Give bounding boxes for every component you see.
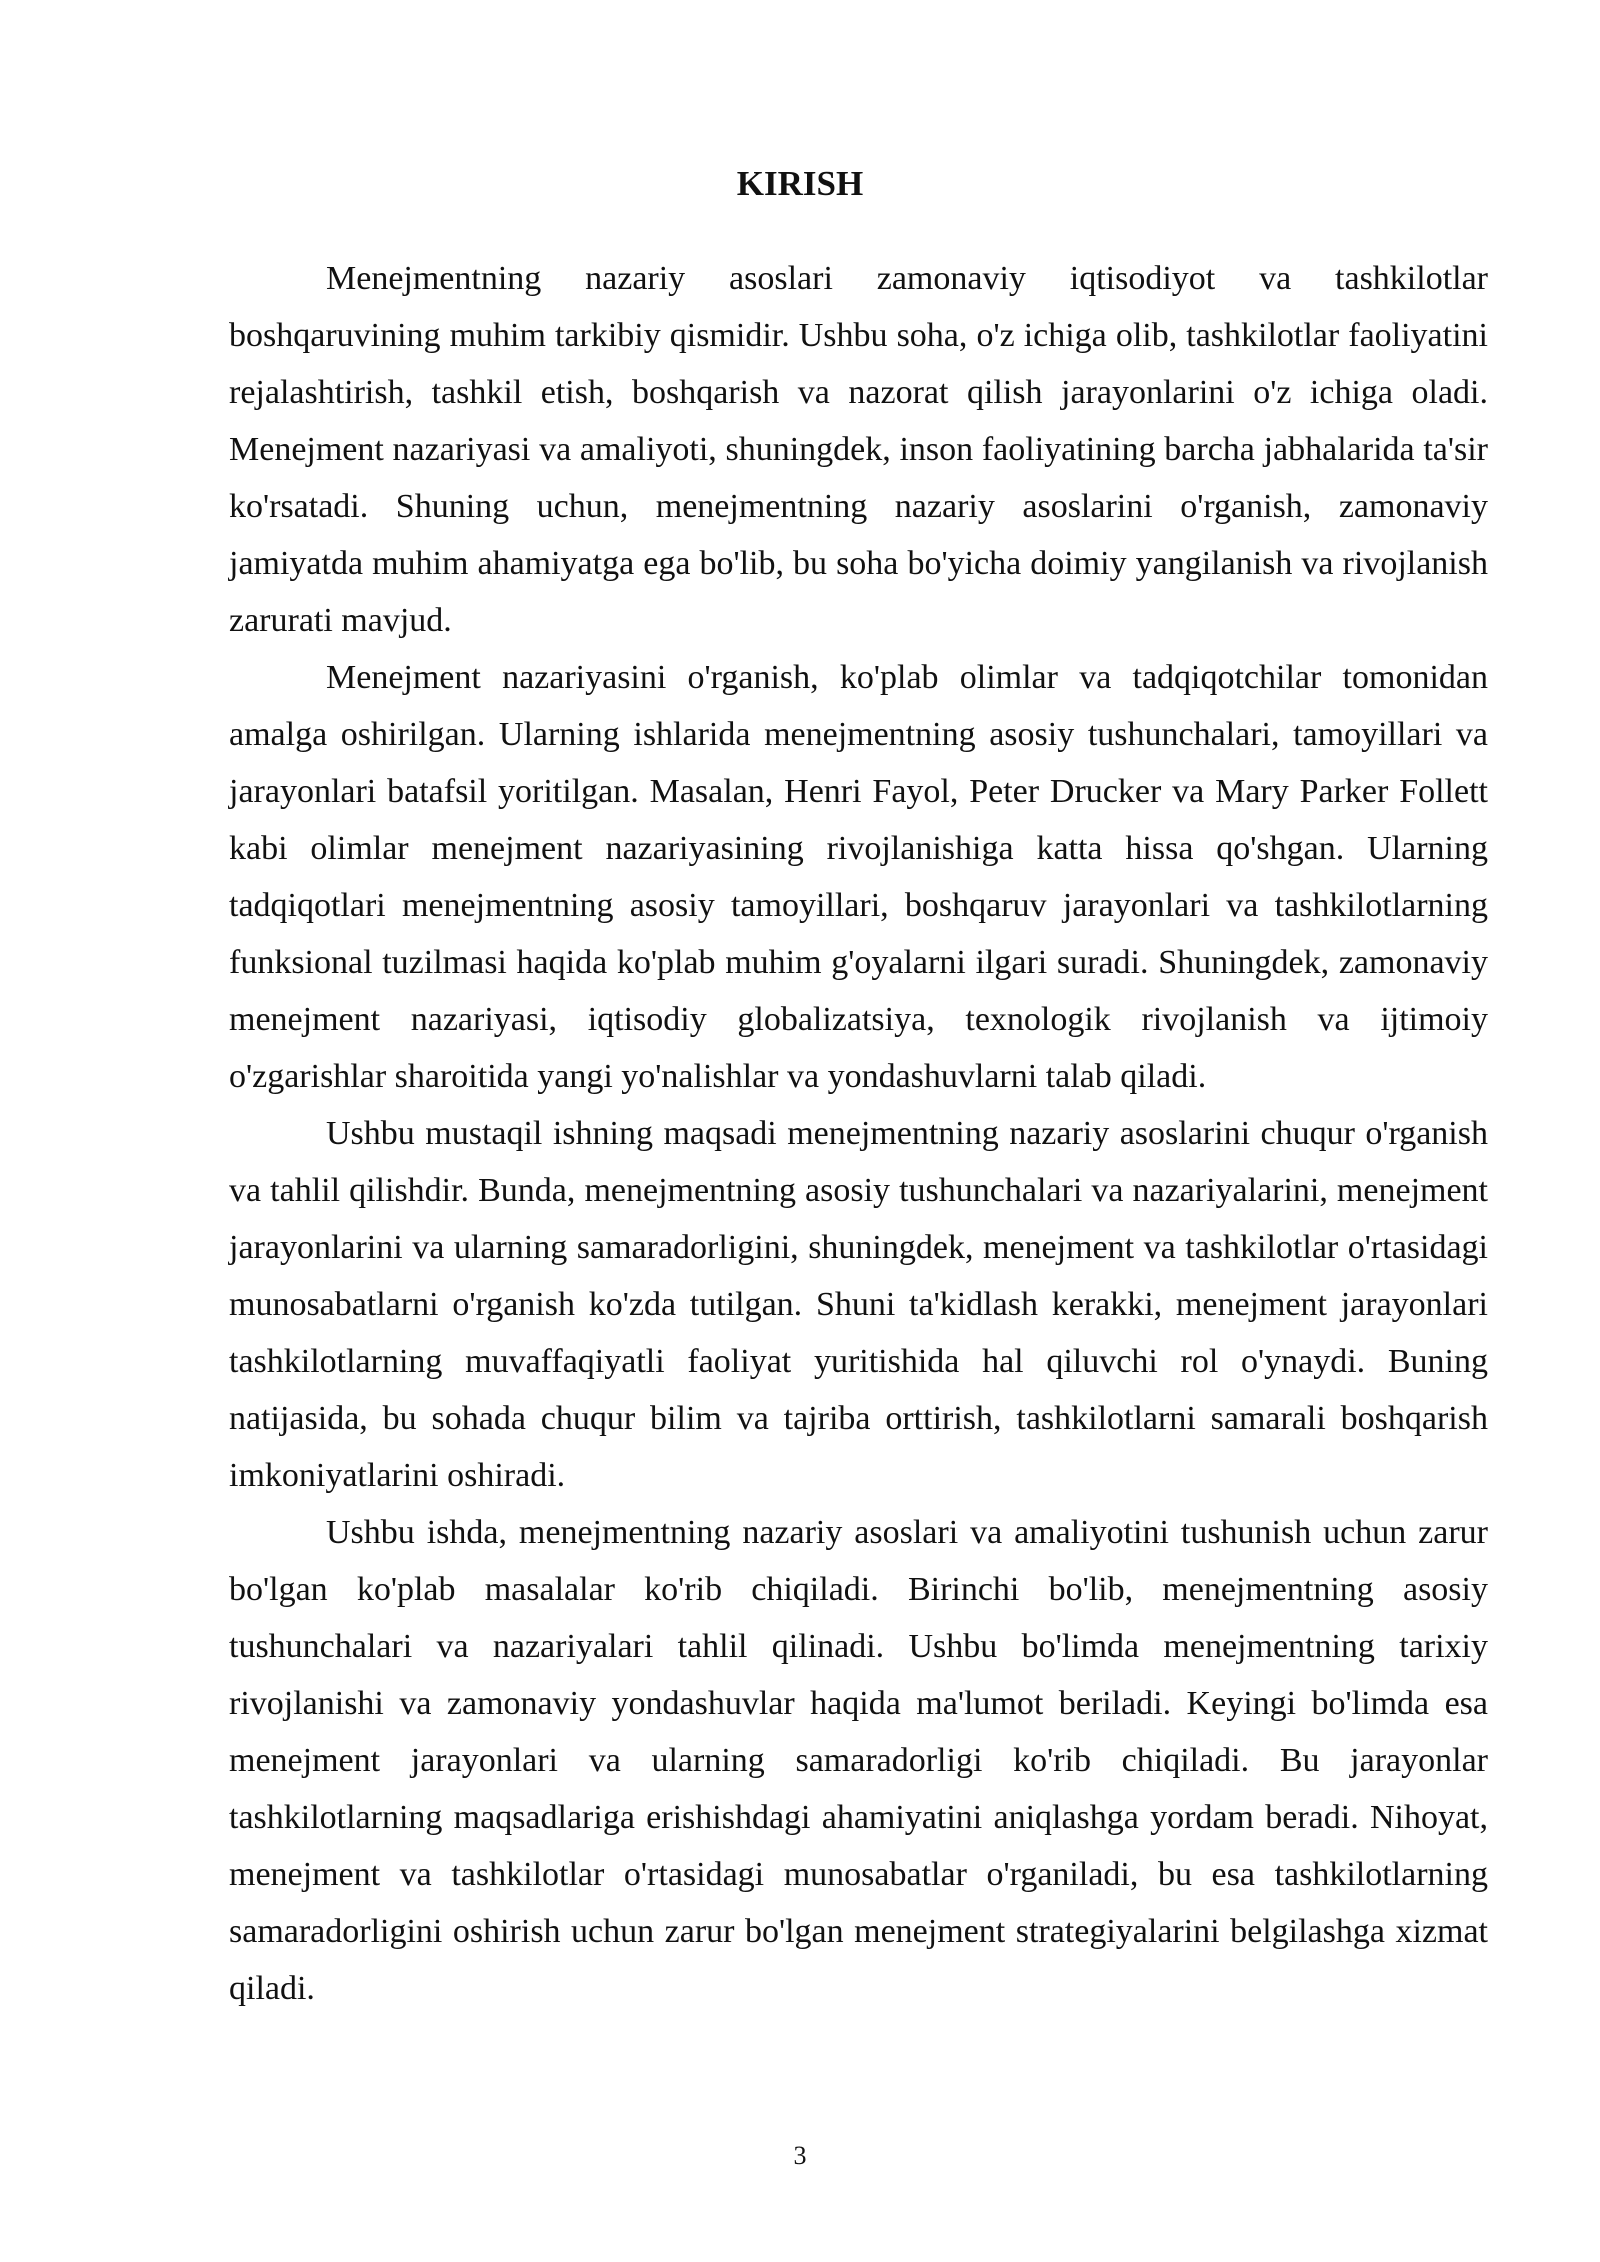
paragraph-4: Ushbu ishda, menejmentning nazariy asoslari va amaliyotini tushunish uchun zarur bo'lgan ko'plab masalalar ko'rib chiqiladi. Birinchi bo'lib, menejmentning asosiy tushunchalari va nazariyalari tahlil qilinadi. Ushbu bo'limda menejmentning tarixiy rivojlanishi va zamonaviy yondashuvlar haqida ma'lumot beriladi. Keyingi bo'limda esa menejment jarayonlari va ularning samaradorligi ko'rib chiqiladi. Bu jarayonlar tashkilotlarning maqsadlariga erishishdagi ahamiyatini aniqlashga yordam beradi. Nihoyat, menejment va tashkilotlar o'rtasidagi munosabatlar o'rganiladi, bu esa tashkilotlarning samaradorligini oshirish uchun zarur bo'lgan menejment strategiyalarini belgilashga xizmat qiladi. [229,1514,1488,2007]
paragraph-2: Menejment nazariyasini o'rganish, ko'plab olimlar va tadqiqotchilar tomonidan amalga oshirilgan. Ularning ishlarida menejmentning asosiy tushunchalari, tamoyillari va jarayonlari batafsil yoritilgan. Masalan, Henri Fayol, Peter Drucker va Mary Parker Follett kabi olimlar menejment nazariyasining rivojlanishiga katta hissa qo'shgan. Ularning tadqiqotlari menejmentning asosiy tamoyillari, boshqaruv jarayonlari va tashkilotlarning funksional tuzilmasi haqida ko'plab muhim g'oyalarni ilgari suradi. Shuningdek, zamonaviy menejment nazariyasi, iqtisodiy globalizatsiya, texnologik rivojlanish va ijtimoiy o'zgarishlar sharoitida yangi yo'nalishlar va yondashuvlarni talab qiladi. [229,659,1488,1095]
paragraph-1: Menejmentning nazariy asoslari zamonaviy iqtisodiyot va tashkilotlar boshqaruvining muhim tarkibiy qismidir. Ushbu soha, o'z ichiga olib, tashkilotlar faoliyatini rejalashtirish, tashkil etish, boshqarish va nazorat qilish jarayonlarini o'z ichiga oladi. Menejment nazariyasi va amaliyoti, shuningdek, inson faoliyatining barcha jabhalarida ta'sir ko'rsatadi. Shuning uchun, menejmentning nazariy asoslarini o'rganish, zamonaviy jamiyatda muhim ahamiyatga ega bo'lib, bu soha bo'yicha doimiy yangilanish va rivojlanish zarurati mavjud. [229,260,1488,639]
paragraph-3: Ushbu mustaqil ishning maqsadi menejmentning nazariy asoslarini chuqur o'rganish va tahlil qilishdir. Bunda, menejmentning asosiy tushunchalari va nazariyalarini, menejment jarayonlarini va ularning samaradorligini, shuningdek, menejment va tashkilotlar o'rtasidagi munosabatlarni o'rganish ko'zda tutilgan. Shuni ta'kidlash kerakki, menejment jarayonlari tashkilotlarning muvaffaqiyatli faoliyat yuritishida hal qiluvchi rol o'ynaydi. Buning natijasida, bu sohada chuqur bilim va tajriba orttirish, tashkilotlarni samarali boshqarish imkoniyatlarini oshiradi. [229,1115,1488,1494]
body-text [229,250,1488,2017]
page-heading: KIRISH [736,164,864,203]
page-number: 3 [793,2141,807,2170]
